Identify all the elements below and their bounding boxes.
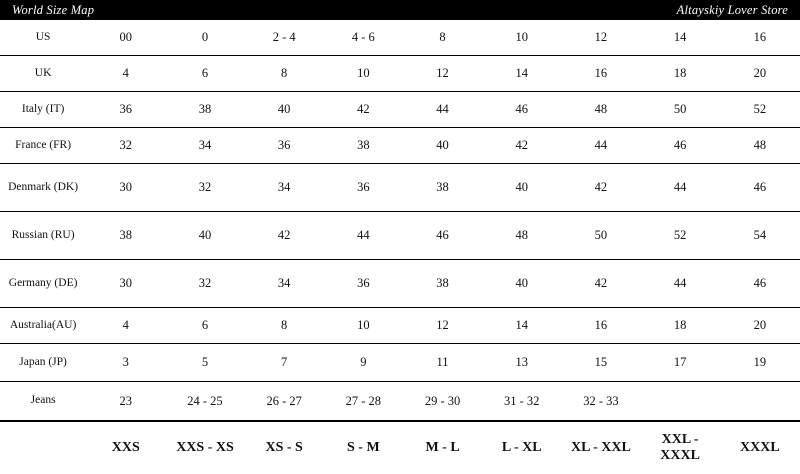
cell: 48 <box>561 92 640 128</box>
size-table <box>0 20 800 422</box>
cell: 10 <box>482 20 561 56</box>
cell: 50 <box>641 92 720 128</box>
cell <box>720 382 800 422</box>
row-label: Germany (DE) <box>0 260 86 308</box>
cell: 38 <box>86 212 165 260</box>
cell <box>641 382 720 422</box>
cell: 2 - 4 <box>245 20 324 56</box>
cell: 13 <box>482 344 561 382</box>
cell: 44 <box>403 92 482 128</box>
cell: 32 - 33 <box>561 382 640 422</box>
row-label: Russian (RU) <box>0 212 86 260</box>
cell: 16 <box>720 20 800 56</box>
cell: 5 <box>165 344 244 382</box>
table-row <box>0 56 800 92</box>
cell: 00 <box>86 20 165 56</box>
cell: 8 <box>245 56 324 92</box>
cell: 8 <box>245 308 324 344</box>
cell: 36 <box>245 128 324 164</box>
legend-cell: M - L <box>425 440 460 455</box>
table-row <box>0 260 800 308</box>
cell: 4 - 6 <box>324 20 403 56</box>
cell: 36 <box>324 164 403 212</box>
cell: 18 <box>641 308 720 344</box>
cell: 42 <box>245 212 324 260</box>
row-label: France (FR) <box>0 128 86 164</box>
cell: 48 <box>720 128 800 164</box>
legend-cell: XXL - XXXL <box>660 432 700 463</box>
cell: 6 <box>165 56 244 92</box>
cell: 6 <box>165 308 244 344</box>
cell: 52 <box>641 212 720 260</box>
cell: 32 <box>165 164 244 212</box>
legend-cell: L - XL <box>501 440 542 455</box>
table-row <box>0 382 800 422</box>
table-row <box>0 308 800 344</box>
cell: 38 <box>403 260 482 308</box>
cell: 23 <box>86 382 165 422</box>
cell: 34 <box>245 260 324 308</box>
cell: 11 <box>403 344 482 382</box>
cell: 34 <box>245 164 324 212</box>
chart-title: World Size Map <box>12 2 95 17</box>
table-row <box>0 344 800 382</box>
store-name: Altayskiy Lover Store <box>676 2 788 17</box>
row-label: Italy (IT) <box>0 92 86 128</box>
cell: 38 <box>324 128 403 164</box>
cell: 46 <box>403 212 482 260</box>
cell: 46 <box>641 128 720 164</box>
cell: 0 <box>165 20 244 56</box>
cell: 46 <box>482 92 561 128</box>
legend-cell: XXXL <box>740 440 780 455</box>
legend-cell: XL - XXL <box>570 440 631 455</box>
cell: 26 - 27 <box>245 382 324 422</box>
cell: 14 <box>482 56 561 92</box>
table-row <box>0 92 800 128</box>
cell: 46 <box>720 260 800 308</box>
cell: 10 <box>324 56 403 92</box>
cell: 3 <box>86 344 165 382</box>
cell: 15 <box>561 344 640 382</box>
cell: 27 - 28 <box>324 382 403 422</box>
table-row <box>0 128 800 164</box>
cell: 9 <box>324 344 403 382</box>
table-row <box>0 164 800 212</box>
cell: 12 <box>561 20 640 56</box>
row-label: US <box>0 20 86 56</box>
cell: 54 <box>720 212 800 260</box>
cell: 30 <box>86 260 165 308</box>
cell: 52 <box>720 92 800 128</box>
cell: 44 <box>324 212 403 260</box>
cell: 32 <box>86 128 165 164</box>
cell: 44 <box>641 260 720 308</box>
size-legend <box>0 422 800 474</box>
cell: 40 <box>245 92 324 128</box>
cell: 36 <box>324 260 403 308</box>
cell: 8 <box>403 20 482 56</box>
cell: 4 <box>86 308 165 344</box>
legend-row <box>0 422 800 474</box>
cell: 34 <box>165 128 244 164</box>
legend-cell: XXS <box>111 440 140 455</box>
cell: 14 <box>482 308 561 344</box>
cell: 30 <box>86 164 165 212</box>
cell: 18 <box>641 56 720 92</box>
cell: 46 <box>720 164 800 212</box>
cell: 36 <box>86 92 165 128</box>
row-label: Japan (JP) <box>0 344 86 382</box>
cell: 42 <box>561 260 640 308</box>
size-legend-table <box>0 422 800 474</box>
cell: 42 <box>324 92 403 128</box>
cell: 29 - 30 <box>403 382 482 422</box>
cell: 50 <box>561 212 640 260</box>
row-label: UK <box>0 56 86 92</box>
cell: 4 <box>86 56 165 92</box>
cell: 24 - 25 <box>165 382 244 422</box>
cell: 20 <box>720 308 800 344</box>
legend-cell <box>0 422 86 474</box>
cell: 40 <box>165 212 244 260</box>
cell: 7 <box>245 344 324 382</box>
legend-cell: S - M <box>347 440 380 455</box>
cell: 40 <box>482 164 561 212</box>
cell: 40 <box>482 260 561 308</box>
cell: 32 <box>165 260 244 308</box>
cell: 16 <box>561 308 640 344</box>
cell: 12 <box>403 308 482 344</box>
cell: 19 <box>720 344 800 382</box>
cell: 44 <box>561 128 640 164</box>
row-label: Australia(AU) <box>0 308 86 344</box>
cell: 14 <box>641 20 720 56</box>
table-row <box>0 212 800 260</box>
cell: 31 - 32 <box>482 382 561 422</box>
cell: 20 <box>720 56 800 92</box>
cell: 38 <box>165 92 244 128</box>
row-label: Denmark (DK) <box>0 164 86 212</box>
cell: 12 <box>403 56 482 92</box>
cell: 17 <box>641 344 720 382</box>
cell: 42 <box>482 128 561 164</box>
cell: 16 <box>561 56 640 92</box>
cell: 44 <box>641 164 720 212</box>
cell: 42 <box>561 164 640 212</box>
cell: 38 <box>403 164 482 212</box>
legend-cell: XS - S <box>265 440 303 455</box>
cell: 40 <box>403 128 482 164</box>
cell: 10 <box>324 308 403 344</box>
cell: 48 <box>482 212 561 260</box>
header-bar <box>0 0 800 20</box>
row-label: Jeans <box>0 382 86 422</box>
table-row <box>0 20 800 56</box>
legend-cell: XXS - XS <box>176 440 234 455</box>
